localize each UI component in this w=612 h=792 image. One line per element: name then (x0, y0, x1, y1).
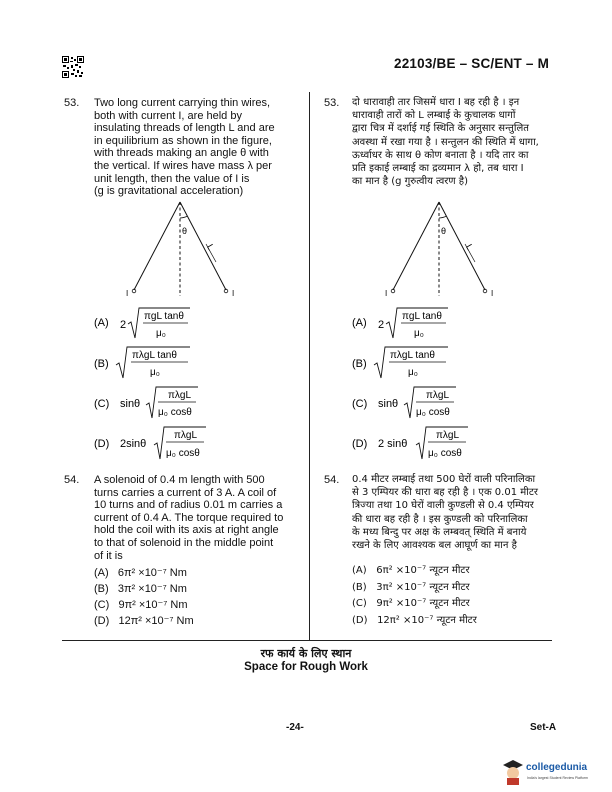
svg-text:μ₀: μ₀ (150, 367, 160, 378)
logo-tagline: India's largest Student Review Platform (527, 776, 588, 780)
option-c-text: 9π² ×10⁻⁷ Nm (118, 599, 188, 611)
logo-name: collegedunia (526, 762, 588, 773)
set-label: Set-A (530, 722, 557, 733)
question-54-text-hi: 0.4 मीटर लम्बाई तथा 500 घेरों वाली परिनालिका से 3 एम्पियर की धारा बह रही है । एक 0.01 मीटर त्रिज्या तथा 10 घेरों वाली कुण्डली से 0.4 एम्पियर की धारा बह रही है । इस कुण्डली को परिनालिका के मध्य बिन्दु पर अक्ष के लम्बवत् स्थिति में बनाये रखने के लिए आवश्यक बल आघूर्ण का मान है (352, 474, 538, 552)
wire-label: I (126, 289, 129, 298)
svg-text:πλgL: πλgL (426, 390, 450, 401)
theta-label: θ (182, 226, 188, 236)
svg-text:πλgL: πλgL (168, 390, 192, 401)
option-label: (D) (352, 614, 368, 626)
page-number: -24- (286, 722, 304, 733)
wire-figure-hi (377, 198, 497, 302)
svg-text:(B): (B) (94, 358, 109, 370)
wire-label: I (491, 289, 494, 298)
svg-text:μ₀ cosθ: μ₀ cosθ (166, 448, 200, 459)
option-label: (B) (94, 583, 109, 595)
svg-text:μ₀ cosθ: μ₀ cosθ (158, 407, 192, 418)
question-number: 54. (64, 474, 80, 486)
svg-text:2: 2 (120, 319, 127, 331)
svg-text:2 sinθ: 2 sinθ (378, 438, 408, 450)
option-b-text: 3π² ×10⁻⁷ Nm (117, 583, 187, 595)
option-a-text: 6π² ×10⁻⁷ न्यूटन मीटर (376, 565, 470, 576)
options-54-en (94, 565, 194, 629)
question-number: 54. (324, 474, 340, 486)
option-c-text: 9π² ×10⁻⁷ न्यूटन मीटर (376, 598, 470, 609)
paper-code: 22103/BE – SC/ENT – M (394, 56, 550, 71)
question-number: 53. (324, 97, 340, 109)
option-label: (D) (94, 615, 110, 627)
option-label: (C) (94, 599, 110, 611)
qr-code (62, 56, 84, 78)
option-d-hi (352, 425, 522, 463)
column-divider (309, 92, 310, 640)
option-b-en (94, 345, 264, 381)
svg-text:πgL tanθ: πgL tanθ (402, 311, 442, 322)
svg-text:(A): (A) (352, 317, 367, 329)
question-number: 53. (64, 97, 80, 109)
option-d-text: 12π² ×10⁻⁷ न्यूटन मीटर (377, 614, 477, 626)
bottom-rule (62, 640, 552, 641)
length-label: L (205, 242, 217, 252)
graduate-icon (500, 756, 526, 786)
svg-text:μ₀ cosθ: μ₀ cosθ (416, 407, 450, 418)
svg-text:2: 2 (378, 319, 385, 331)
theta-label: θ (441, 226, 447, 236)
wire-figure-en (118, 198, 238, 302)
option-label: (A) (94, 567, 109, 579)
svg-text:μ₀ cosθ: μ₀ cosθ (428, 448, 462, 459)
rough-work-english: Space for Rough Work (244, 661, 368, 673)
length-label: L (464, 242, 476, 252)
svg-text:μ₀: μ₀ (408, 367, 418, 378)
svg-text:(D): (D) (94, 438, 110, 450)
rough-work-hindi: रफ कार्य के लिए स्थान (260, 647, 352, 660)
svg-text:πgL tanθ: πgL tanθ (144, 311, 184, 322)
option-label: (C) (352, 598, 367, 609)
svg-text:πλgL: πλgL (174, 430, 198, 441)
svg-text:πλgL: πλgL (436, 430, 460, 441)
svg-text:sinθ: sinθ (120, 398, 141, 410)
svg-text:(B): (B) (352, 358, 367, 370)
option-a-text: 6π² ×10⁻⁷ Nm (117, 567, 187, 579)
svg-text:πλgL tanθ: πλgL tanθ (390, 350, 435, 361)
option-d-text: 12π² ×10⁻⁷ Nm (118, 615, 194, 627)
option-a-hi (352, 306, 522, 342)
svg-text:πλgL tanθ: πλgL tanθ (132, 350, 177, 361)
svg-text:2sinθ: 2sinθ (120, 438, 147, 450)
svg-text:μ₀: μ₀ (156, 328, 166, 339)
option-b-hi (352, 345, 522, 381)
question-54-text-en: A solenoid of 0.4 m length with 500 turns carries a current of 3 A. A coil of 10 turns and of radius 0.01 m carries a current of 0.4 A. The torque required to hold the coil with its axis at right angle to that of solenoid in the middle point of it is (94, 474, 284, 562)
question-53-text-en: Two long current carrying thin wires, both with current I, are held by insulating threads of length L and are in equilibrium as shown in the figure, with threads making an angle θ with the vertical. If wires have mass λ per unit length, then the value of I is (g is gravitational acceleration) (94, 97, 275, 198)
svg-text:(D): (D) (352, 438, 368, 450)
svg-text:(C): (C) (352, 398, 368, 410)
svg-text:sinθ: sinθ (378, 398, 399, 410)
wire-label: I (385, 289, 388, 298)
question-53-text-hi: दो धारावाही तार जिसमें धारा I बह रही है । इन धारावाही तारों को L लम्बाई के कुचालक धागों द्वारा चित्र में दर्शाई गई स्थिति के अनुसार सन्तुलित अवस्था में रखा गया है । सन्तुलन की स्थिति में धागा, ऊर्ध्वाधर के साथ θ कोण बनाता है । यदि तार का प्रति इकाई लम्बाई का द्रव्यमान λ हो, तब धारा I का मान है (g गुरुत्वीय त्वरण है) (352, 97, 539, 188)
option-c-en (94, 385, 264, 421)
svg-text:μ₀: μ₀ (414, 328, 424, 339)
collegedunia-logo (500, 750, 612, 792)
option-label: (B) (352, 581, 367, 593)
option-label: (A) (352, 565, 367, 576)
wire-label: I (232, 289, 235, 298)
svg-text:(A): (A) (94, 317, 109, 329)
option-b-text: 3π² ×10⁻⁷ न्यूटन मीटर (376, 581, 470, 593)
option-c-hi (352, 385, 522, 421)
option-a-en (94, 306, 264, 342)
option-d-en (94, 425, 264, 463)
svg-text:(C): (C) (94, 398, 110, 410)
options-54-hi (352, 563, 477, 629)
